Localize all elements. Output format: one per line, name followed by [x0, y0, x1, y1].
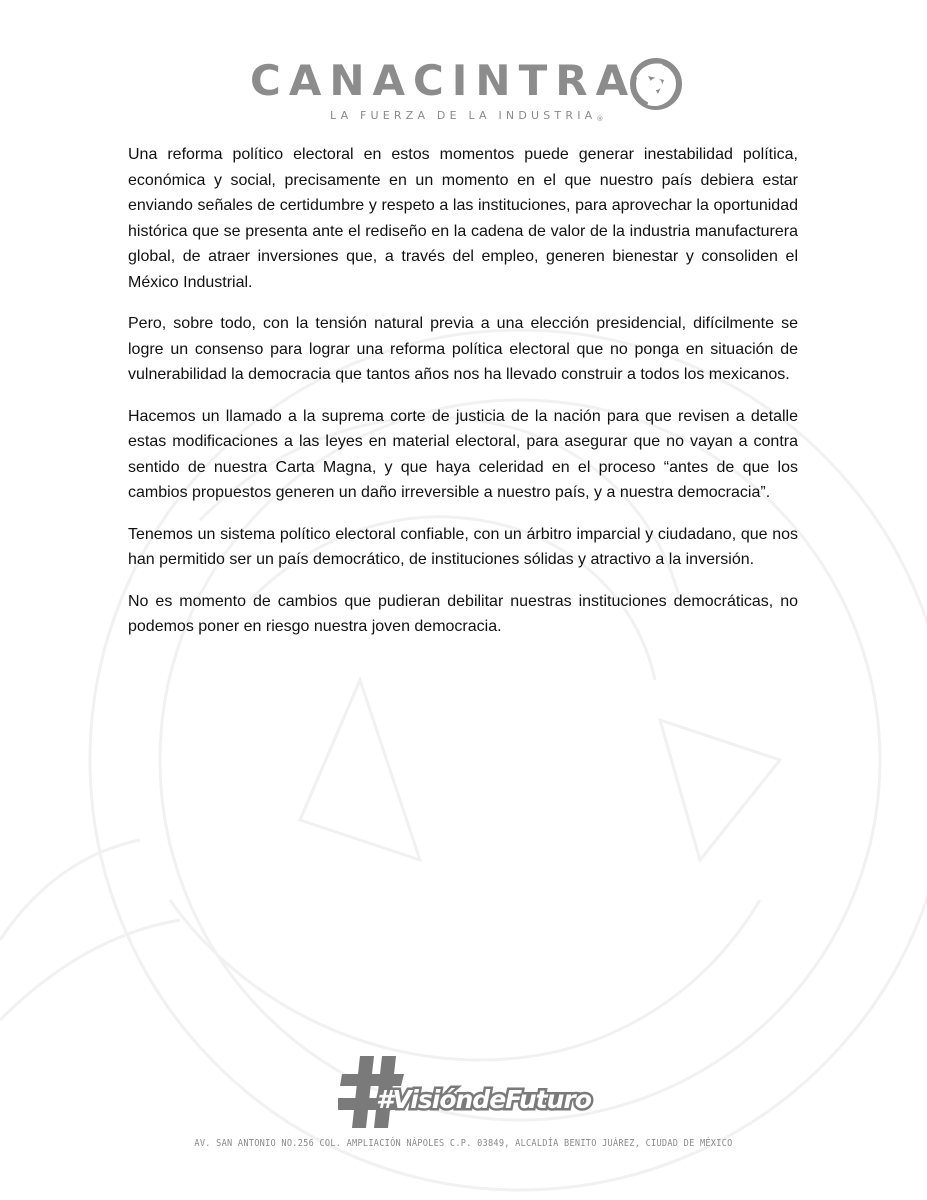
hashtag-vision-de-futuro-logo	[338, 1052, 600, 1132]
statement-body	[128, 142, 798, 656]
paragraph: Pero, sobre todo, con la tensión natural previa a una elección presidencial, difícilmente se logre un consenso para lograr una reforma política electoral que no ponga en situación de vulnerabilidad la democracia que tantos años nos ha llevado construir a todos los mexicanos.	[128, 315, 798, 383]
paragraph: Tenemos un sistema político electoral confiable, con un árbitro imparcial y ciudadano, que nos han permitido ser un país democrático, de instituciones sólidas y atractivo a la inversión.	[128, 525, 798, 568]
tagline-text: LA FUERZA DE LA INDUSTRIA	[330, 109, 597, 122]
letterhead	[0, 52, 927, 132]
footer-address: AV. SAN ANTONIO NO.256 COL. AMPLIACIÓN NÁPOLES C.P. 03849, ALCALDÍA BENITO JUÁREZ, CIUDAD DE MÉXICO	[194, 1138, 733, 1149]
registered-mark: ®	[596, 115, 604, 123]
logo-tagline	[330, 109, 603, 123]
paragraph: Hacemos un llamado a la suprema corte de justicia de la nación para que revisen a detalle estas modificaciones a las leyes en material electoral, para asegurar que no vayan a contra sentido de nuestra Carta Magna, y que haya celeridad en el proceso “antes de que los cambios propuestos generen un daño irreversible a nuestro país, y a nuestra democracia”.	[128, 407, 798, 501]
canacintra-logo-icon	[628, 56, 684, 112]
paragraph: No es momento de cambios que pudieran debilitar nuestras instituciones democráticas, no podemos poner en riesgo nuestra joven democracia.	[128, 592, 798, 635]
hashtag-text: #VisióndeFuturo	[376, 1085, 591, 1114]
logo-wordmark: CANACINTRA	[250, 56, 637, 105]
paragraph: Una reforma político electoral en estos momentos puede generar inestabilidad política, económica y social, precisamente en un momento en el que nuestro país debiera estar enviando señales de certidumbre y respeto a las instituciones, para aprovechar la oportunidad histórica que se presenta ante el rediseño en la cadena de valor de la industria manufacturera global, de atraer inversiones que, a través del empleo, generen bienestar y consoliden el México Industrial.	[128, 146, 798, 291]
